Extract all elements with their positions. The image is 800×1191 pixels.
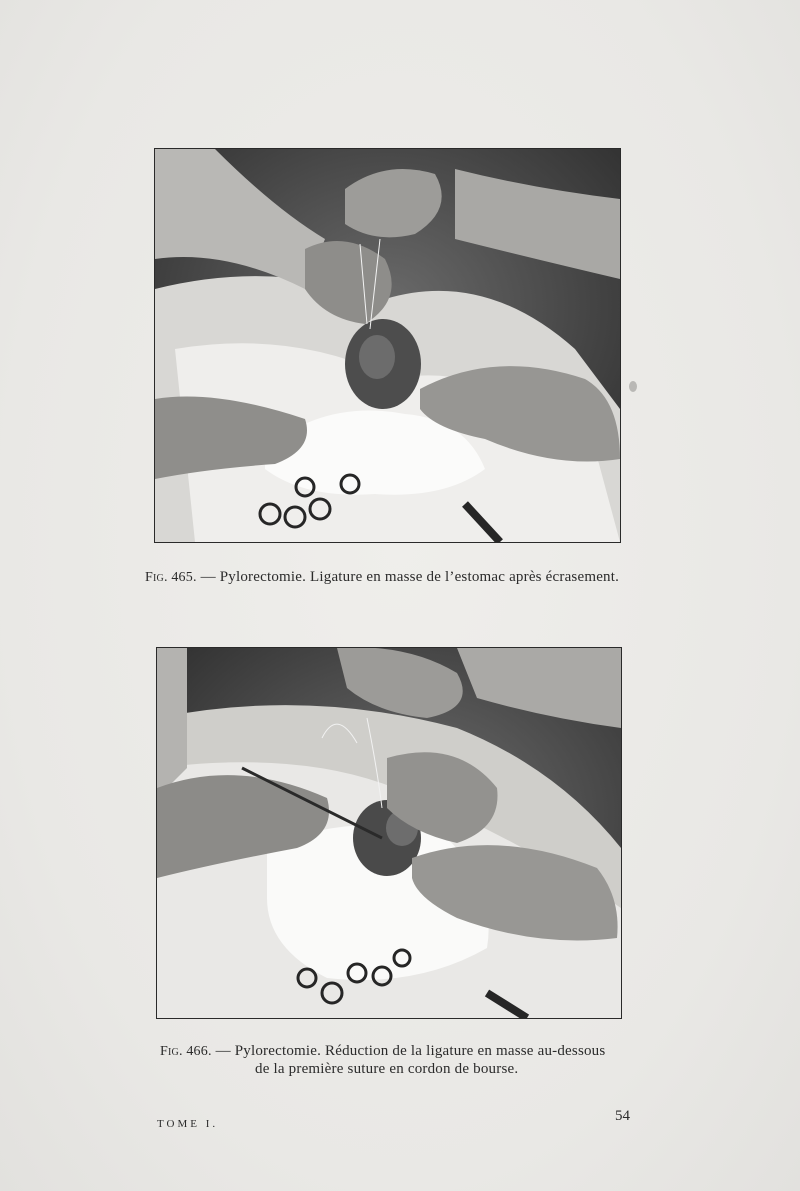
figure-465-caption (145, 567, 619, 588)
volume-label: TOME I. (157, 1118, 219, 1130)
figure-466-caption-line-2: de la première suture en cordon de bourse. (255, 1061, 519, 1077)
figure-465-label: Fig. 465. (145, 570, 197, 585)
figure-466-photo (157, 648, 621, 1018)
figure-465-photo (155, 149, 620, 542)
figure-465-caption-text: — Pylorectomie. Ligature en masse de l’estomac après écrasement. (200, 569, 620, 585)
figure-466-label: Fig. 466. (160, 1044, 212, 1059)
page-number: 54 (615, 1108, 630, 1124)
paper-speck (629, 381, 637, 392)
figure-466-caption-line-1: — Pylorectomie. Réduction de la ligature en masse au-dessous (215, 1043, 606, 1059)
